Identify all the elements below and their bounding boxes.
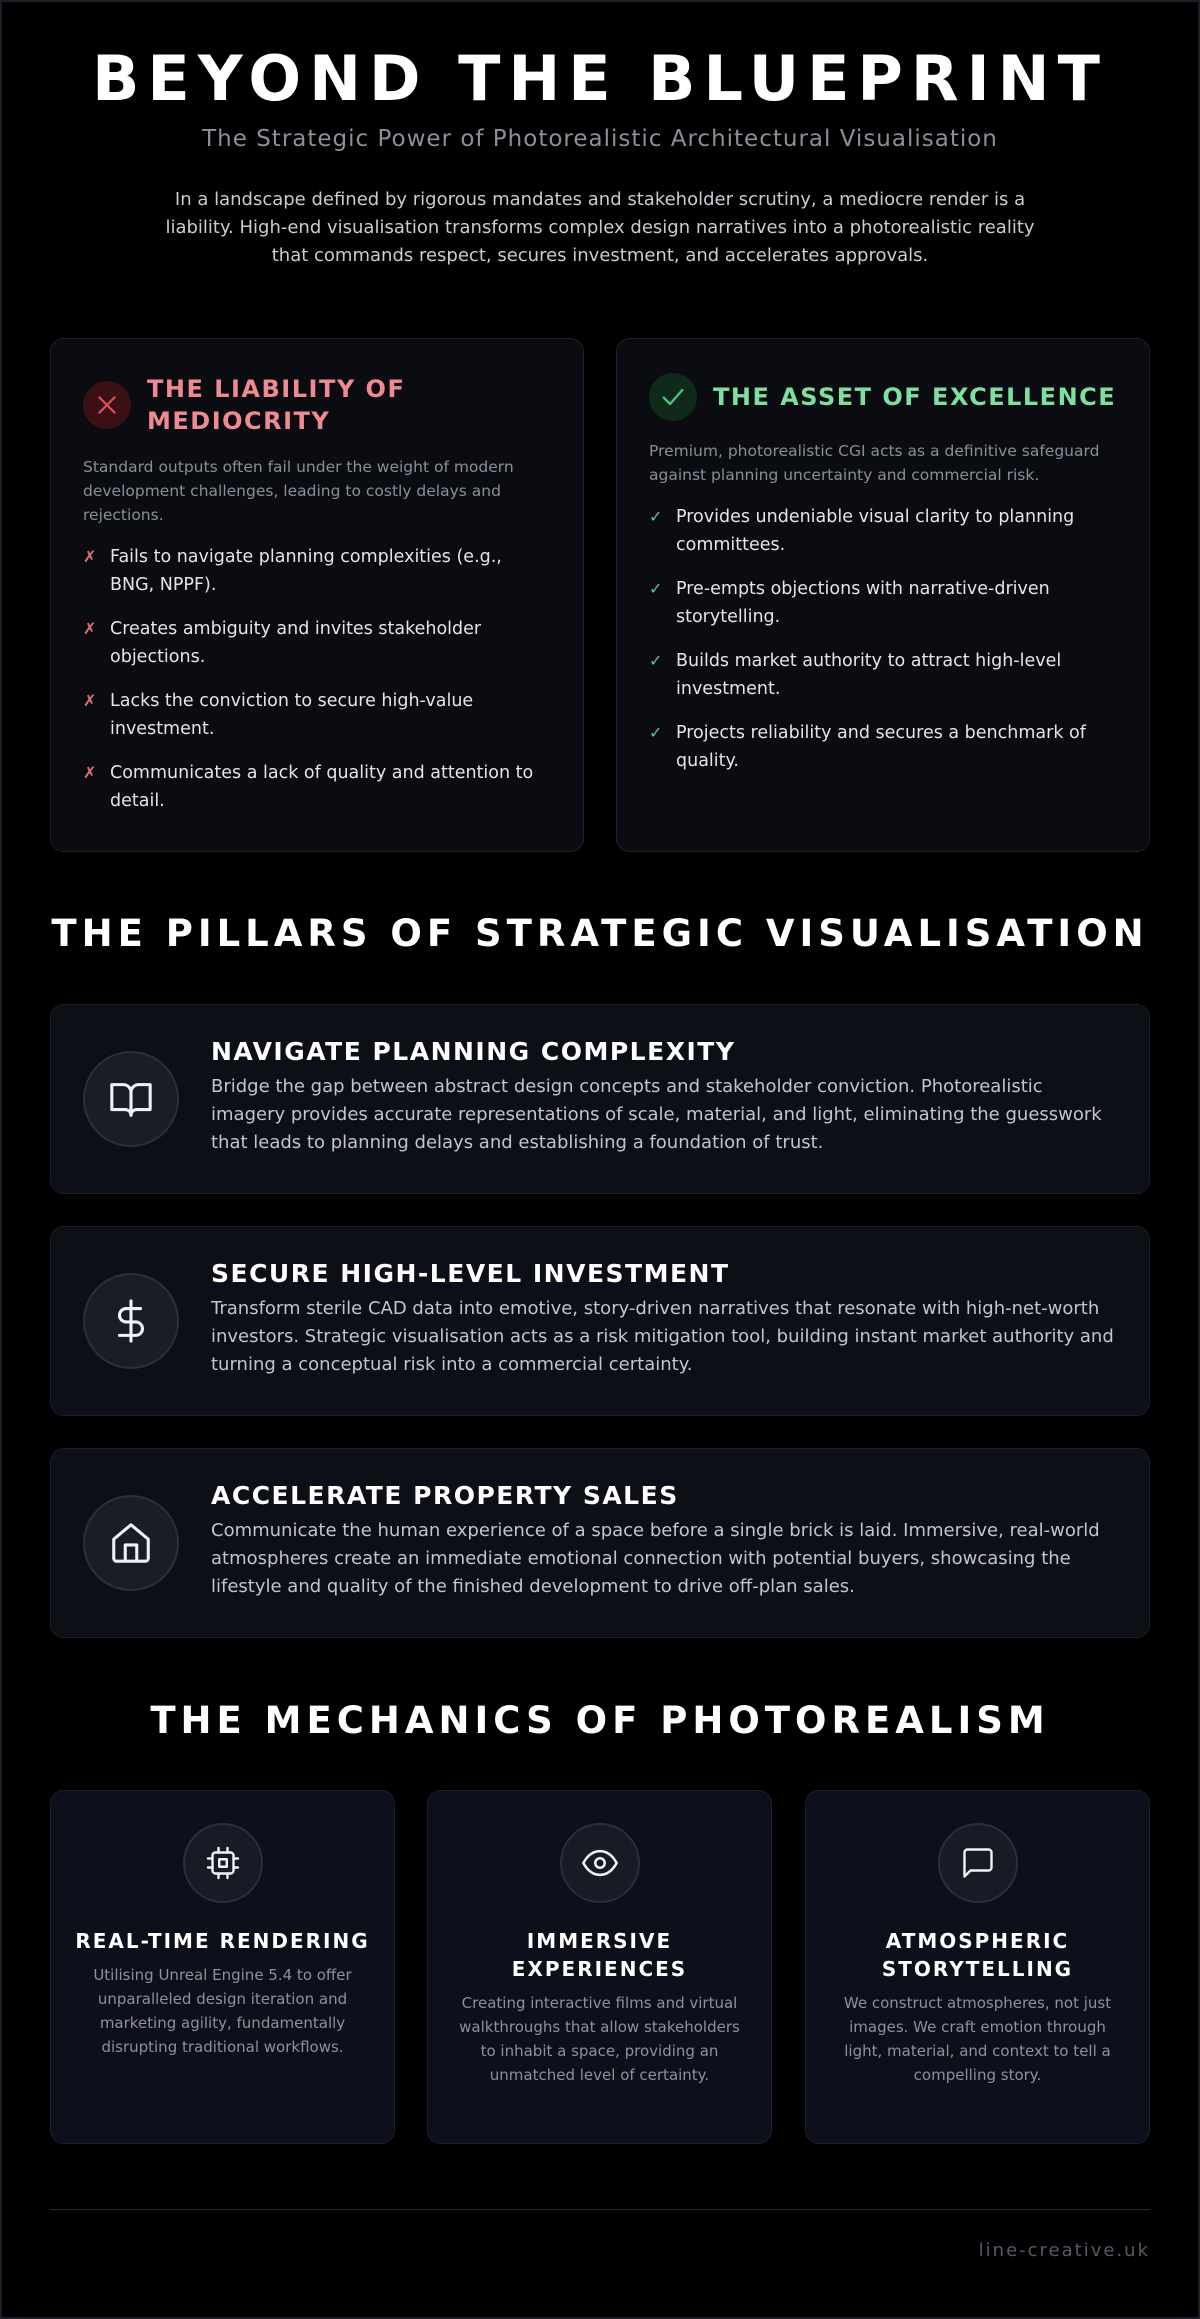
mechanic-text: We construct atmospheres, not just images. We craft emotion through light, material, and context to tell a compelling story. [843, 1994, 1112, 2084]
asset-card [616, 338, 1150, 852]
check-mark-icon: ✓ [649, 723, 663, 742]
liability-card-title: THE LIABILITY OF MEDIOCRITY [147, 375, 406, 435]
mechanics-heading: THE MECHANICS OF PHOTOREALISM [150, 1699, 1050, 1742]
home-icon [83, 1495, 179, 1591]
pillar-text: Transform sterile CAD data into emotive, story-driven narratives that resonate with high-net-worth investors. Strategic visualisation acts as a risk mitigation tool, building instant market authority and turning a conceptual risk into a commercial certainty. [211, 1298, 1114, 1375]
pillar-title: SECURE HIGH-LEVEL INVESTMENT [211, 1259, 730, 1288]
liability-card [50, 338, 584, 852]
asset-card-title: THE ASSET OF EXCELLENCE [713, 383, 1117, 411]
mechanic-card-rendering [50, 1790, 395, 2144]
cross-mark-icon: ✗ [83, 763, 97, 782]
page-subtitle: The Strategic Power of Photorealistic Architectural Visualisation [202, 126, 998, 152]
cross-mark-icon: ✗ [83, 691, 97, 710]
pillar-text: Communicate the human experience of a space before a single brick is laid. Immersive, real-world atmospheres create an immediate emotional connection with potential buyers, showcasing the lifestyle and quality of the finished development to drive off-plan sales. [211, 1520, 1100, 1597]
intro-paragraph: In a landscape defined by rigorous mandates and stakeholder scrutiny, a mediocre render is a liability. High-end visualisation transforms complex design narratives into a photorealistic reality that commands respect, secures investment, and accelerates approvals. [165, 189, 1035, 266]
pillar-card-planning [50, 1004, 1150, 1194]
list-item-text: Lacks the conviction to secure high-value investment. [110, 691, 474, 739]
pillar-title: NAVIGATE PLANNING COMPLEXITY [211, 1037, 736, 1066]
list-item [649, 575, 1117, 631]
pillar-card-sales [50, 1448, 1150, 1638]
list-item [83, 615, 551, 671]
liability-card-description: Standard outputs often fail under the weight of modern development challenges, leading to costly delays and rejections. [83, 458, 514, 524]
pillars-heading: THE PILLARS OF STRATEGIC VISUALISATION [51, 912, 1149, 955]
list-item-text: Creates ambiguity and invites stakeholder objections. [110, 619, 482, 667]
check-mark-icon: ✓ [649, 651, 663, 670]
cpu-icon [183, 1823, 263, 1903]
footer-divider [50, 2209, 1150, 2210]
pillar-body [211, 1479, 1121, 1601]
mechanic-title: REAL-TIME RENDERING [75, 1929, 370, 1953]
comparison-section [50, 338, 1150, 852]
eye-icon [560, 1823, 640, 1903]
pillar-title: ACCELERATE PROPERTY SALES [211, 1481, 679, 1510]
list-item [649, 719, 1117, 775]
cross-mark-icon: ✗ [83, 547, 97, 566]
page-title: BEYOND THE BLUEPRINT [92, 42, 1108, 115]
list-item-text: Projects reliability and secures a benchmark of quality. [676, 723, 1086, 771]
mechanic-card-immersive [427, 1790, 772, 2144]
list-item-text: Pre-empts objections with narrative-driven storytelling. [676, 579, 1050, 627]
liability-card-header [83, 373, 551, 437]
book-icon [83, 1051, 179, 1147]
x-icon [83, 381, 131, 429]
pillar-text: Bridge the gap between abstract design concepts and stakeholder conviction. Photorealistic imagery provides accurate representations of scale, material, and light, eliminating the guesswork that leads to planning delays and establishing a foundation of trust. [211, 1076, 1102, 1153]
list-item [83, 687, 551, 743]
mechanic-title: ATMOSPHERIC STORYTELLING [881, 1929, 1074, 1981]
liability-list [83, 543, 551, 815]
footer-website-link[interactable]: line-creative.uk [978, 2240, 1150, 2261]
list-item [649, 503, 1117, 559]
list-item [83, 543, 551, 599]
check-mark-icon: ✓ [649, 507, 663, 526]
list-item-text: Builds market authority to attract high-level investment. [676, 651, 1062, 699]
mechanic-title: IMMERSIVE EXPERIENCES [511, 1929, 688, 1981]
list-item-text: Fails to navigate planning complexities (e.g., BNG, NPPF). [110, 547, 502, 595]
asset-card-description: Premium, photorealistic CGI acts as a definitive safeguard against planning uncertainty and commercial risk. [649, 442, 1100, 484]
asset-list [649, 503, 1117, 775]
list-item [649, 647, 1117, 703]
check-mark-icon: ✓ [649, 579, 663, 598]
asset-card-header [649, 373, 1117, 421]
pillar-card-investment [50, 1226, 1150, 1416]
mechanic-card-storytelling [805, 1790, 1150, 2144]
list-item [83, 759, 551, 815]
pillar-body [211, 1035, 1121, 1157]
dollar-icon [83, 1273, 179, 1369]
mechanic-text: Utilising Unreal Engine 5.4 to offer unparalleled design iteration and marketing agility, fundamentally disrupting traditional workflows. [93, 1966, 352, 2056]
list-item-text: Communicates a lack of quality and attention to detail. [110, 763, 534, 811]
list-item-text: Provides undeniable visual clarity to planning committees. [676, 507, 1075, 555]
cross-mark-icon: ✗ [83, 619, 97, 638]
check-icon [649, 373, 697, 421]
pillar-body [211, 1257, 1121, 1379]
message-icon [938, 1823, 1018, 1903]
mechanic-text: Creating interactive films and virtual walkthroughs that allow stakeholders to inhabit a space, providing an unmatched level of certainty. [459, 1994, 740, 2084]
